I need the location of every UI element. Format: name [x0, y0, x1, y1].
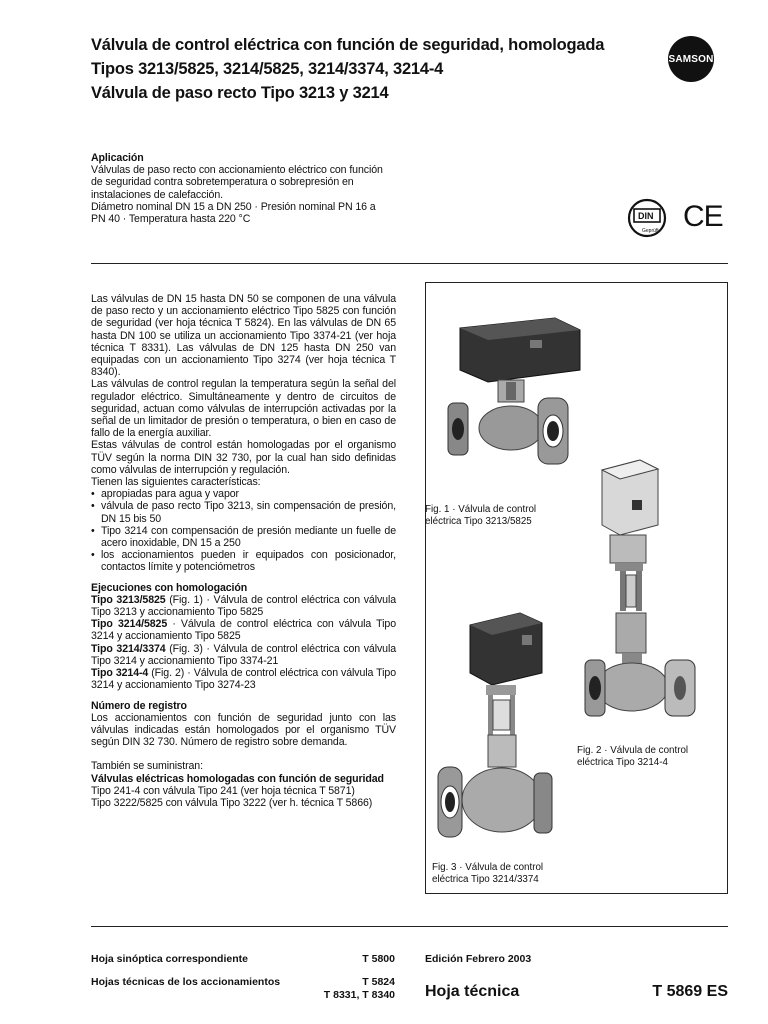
execution-code: Tipo 3214-4	[91, 667, 149, 680]
header-divider	[91, 263, 728, 264]
footer-edition: Edición Febrero 2003	[425, 953, 532, 965]
samson-logo	[668, 36, 714, 82]
figure-3-caption	[432, 862, 543, 886]
execution-text: (Fig. 2) · Válvula de control eléctrica con válvula Tipo 3214 y accionamiento Tipo 3274-23	[91, 667, 396, 692]
execution-code: Tipo 3213/5825	[91, 593, 166, 606]
footer-actuator-value-1: T 5824	[362, 976, 395, 988]
footer-actuator-label: Hojas técnicas de los accionamientos	[91, 976, 281, 988]
application-line: Diámetro nominal DN 15 a DN 250 · Presión nominal PN 16 a	[91, 200, 376, 213]
figure-2-caption	[577, 745, 688, 769]
features-list	[91, 488, 396, 573]
figure-1-caption	[425, 504, 536, 528]
execution-item	[91, 643, 396, 667]
footer-divider	[91, 926, 728, 927]
caption-line: eléctrica Tipo 3214/3374	[432, 874, 539, 885]
caption-line: eléctrica Tipo 3213/5825	[425, 516, 532, 527]
execution-text: · Válvula de control eléctrica con válvula Tipo 3214 y accionamiento Tipo 5825	[91, 618, 396, 643]
also-supplied-line: Tipo 241-4 con válvula Tipo 241 (ver hoja técnica T 5871)	[91, 784, 355, 797]
footer-document-type: Hoja técnica	[425, 983, 520, 1000]
registration-heading: Número de registro	[91, 699, 187, 712]
ce-mark	[683, 200, 723, 234]
application-line: instalaciones de calefacción.	[91, 188, 223, 201]
body-text-column	[91, 293, 396, 809]
application-section	[91, 152, 401, 225]
also-supplied-line: Tipo 3222/5825 con válvula Tipo 3222 (ver h. técnica T 5866)	[91, 796, 373, 809]
din-certification-mark	[624, 195, 670, 241]
execution-code: Tipo 3214/3374	[91, 642, 166, 655]
application-line: Válvulas de paso recto con accionamiento eléctrico con función	[91, 164, 383, 177]
also-supplied-heading: Válvulas eléctricas homologadas con función de seguridad	[91, 772, 384, 785]
execution-text: (Fig. 3) · Válvula de control eléctrica con válvula Tipo 3214 y accionamiento Tipo 3374-21	[91, 642, 396, 667]
approval-paragraph: Estas válvulas de control están homologadas por el organismo TÜV según la norma DIN 32 730, por la cual han sido definidas como válvulas de interrupción y regulación.	[91, 439, 396, 476]
caption-line: Fig. 3 · Válvula de control	[432, 862, 544, 873]
din-mark-text: DIN	[638, 211, 654, 221]
footer-sheet-value: T 5800	[362, 953, 395, 965]
footer-document-number: T 5869 ES	[652, 983, 728, 1000]
executions-heading: Ejecuciones con homologación	[91, 581, 248, 594]
registration-paragraph: Los accionamientos con función de seguridad junto con las válvulas indicadas están homologados por el organismo TÜV según DIN 32 730. Número de registro sobre demanda.	[91, 711, 396, 749]
caption-line: Fig. 1 · Válvula de control	[425, 504, 537, 515]
execution-text: (Fig. 1) · Válvula de control eléctrica con válvula Tipo 3213 y accionamiento Tipo 5825	[91, 593, 396, 619]
caption-line: eléctrica Tipo 3214-4	[577, 757, 668, 768]
execution-item	[91, 594, 396, 618]
application-line: PN 40 · Temperatura hasta 220 °C	[91, 213, 251, 226]
title-line-3: Válvula de paso recto Tipo 3213 y 3214	[91, 84, 389, 102]
valve-3213-5825-illustration	[430, 300, 590, 475]
intro-paragraph: Las válvulas de DN 15 hasta DN 50 se componen de una válvula de paso recto y un accionamiento eléctrico Tipo 5825 con función de seguridad (ver hoja técnica T 5824). En las válvulas de DN 65 hasta DN 100 se utiliza un accionamiento Tipo 3374-21 (ver hoja técnica T 8331). Las válvulas de DN 125 hasta DN 250 van equipadas con un accionamiento Tipo 3274 (ver hoja técnica T 8340).	[91, 293, 396, 379]
list-item: • válvula de paso recto Tipo 3213, sin compensación de presión, DN 15 bis 50	[91, 500, 396, 524]
also-supplied: También se suministran:	[91, 760, 203, 773]
valve-3214-4-illustration	[580, 455, 710, 740]
application-heading: Aplicación	[91, 152, 144, 164]
list-item: • Tipo 3214 con compensación de presión mediante un fuelle de acero inoxidable, DN 15 a 250	[91, 525, 396, 549]
din-mark-subtext: Geprüft	[642, 228, 659, 234]
caption-line: Fig. 2 · Válvula de control	[577, 745, 689, 756]
footer-sheet-label: Hoja sinóptica correspondiente	[91, 953, 248, 965]
list-item: • los accionamientos pueden ir equipados con posicionador, contactos límite y potenciómetros	[91, 549, 396, 573]
application-line: de seguridad contra sobretemperatura o sobrepresión en	[91, 176, 354, 189]
execution-code: Tipo 3214/5825	[91, 618, 168, 631]
title-line-2: Tipos 3213/5825, 3214/5825, 3214/3374, 3214-4	[91, 60, 444, 78]
valve-3214-3374-illustration	[430, 605, 570, 860]
regulation-paragraph: Las válvulas de control regulan la temperatura según la señal del regulador eléctrico. Simultáneamente y dentro de circuitos de seguridad, actuan como válvulas de interrupción activadas por la señal de un limitador de presión o temperatura, o bien en caso de fallo de la energía auxiliar.	[91, 378, 396, 440]
footer-actuator-value-2: T 8331, T 8340	[323, 989, 395, 1001]
document-title	[91, 35, 604, 103]
features-intro: Tienen las siguientes características:	[91, 476, 261, 489]
samson-logo-text: SAMSON	[668, 53, 714, 65]
execution-item	[91, 618, 396, 642]
list-item: • apropiadas para agua y vapor	[91, 488, 396, 500]
ce-mark-text: CE	[683, 200, 723, 233]
execution-item	[91, 667, 396, 691]
title-line-1: Válvula de control eléctrica con función de seguridad, homologada	[91, 36, 605, 54]
